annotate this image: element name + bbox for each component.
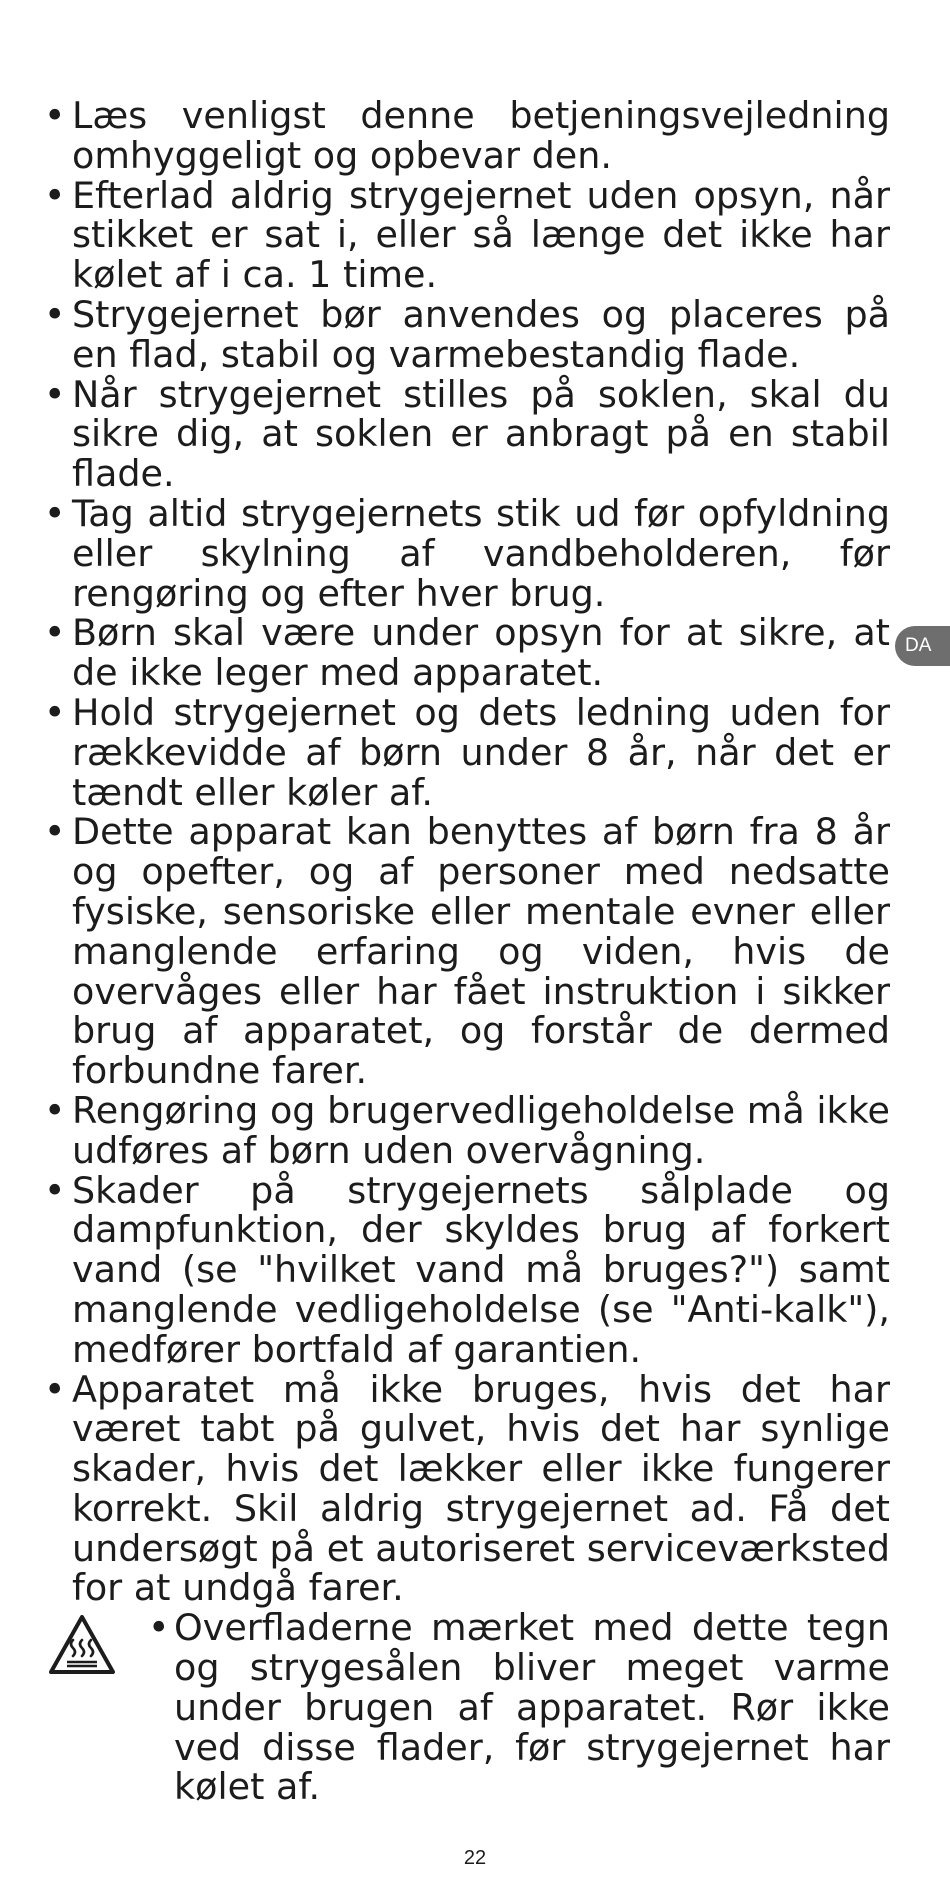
language-tab: DA bbox=[895, 626, 950, 666]
list-item-text: Strygejernet bør anvendes og placeres på en flad, stabil og varmebestandig flade. bbox=[72, 292, 890, 376]
list-item bbox=[44, 173, 890, 297]
list-item-text: Skader på strygejernets sålplade og dampfunktion, der skyldes brug af forkert vand (se "hvilket vand må bruges?") samt manglende vedligeholdelse (se "Anti-kalk"), medfører bortfald af garantien. bbox=[72, 1168, 890, 1371]
list-item-text: Efterlad aldrig strygejernet uden opsyn, når stikket er sat i, eller så længe det ikke har kølet af i ca. 1 time. bbox=[72, 173, 890, 297]
list-item bbox=[44, 491, 890, 615]
bullet-dot: • bbox=[44, 810, 66, 854]
bullet-dot: • bbox=[44, 690, 66, 734]
safety-instructions bbox=[44, 96, 890, 1807]
bullet-dot: • bbox=[148, 1606, 170, 1650]
bullet-dot: • bbox=[44, 173, 66, 217]
bullet-dot: • bbox=[44, 611, 66, 655]
hot-surface-warning bbox=[44, 1608, 890, 1807]
list-item bbox=[44, 613, 890, 693]
bullet-dot: • bbox=[44, 94, 66, 137]
warning-text: Overfladerne mærket med dette tegn og strygesålen bliver meget varme under brugen af apparatet. Rør ikke ved disse flader, før strygejernet har kølet af. bbox=[174, 1606, 890, 1809]
list-item-text: Læs venligst denne betjeningsvejledning omhyggeligt og opbevar den. bbox=[72, 94, 890, 177]
list-item-text: Børn skal være under opsyn for at sikre, at de ikke leger med apparatet. bbox=[72, 611, 890, 695]
bullet-dot: • bbox=[44, 1088, 66, 1132]
list-item bbox=[44, 1088, 890, 1172]
list-item-text: Rengøring og brugervedligeholdelse må ikke udføres af børn uden overvågning. bbox=[72, 1088, 890, 1172]
list-item bbox=[44, 1367, 890, 1610]
list-item-text: Hold strygejernet og dets ledning uden for rækkevidde af børn under 8 år, når det er tændt eller køler af. bbox=[72, 690, 890, 814]
list-item-text: Dette apparat kan benyttes af børn fra 8 år og opefter, og af personer med nedsatte fysiske, sensoriske eller mentale evner eller manglende erfaring og viden, hvis de overvåges eller har fået instruktion i sikker brug af apparatet, og forstår de dermed forbundne farer. bbox=[72, 810, 890, 1093]
list-item-text: Apparatet må ikke bruges, hvis det har været tabt på gulvet, hvis det har synlige skader, hvis det lækker eller ikke fungerer korrekt. Skil aldrig strygejernet ad. Få det undersøgt på et autoriseret serviceværksted for at undgå farer. bbox=[72, 1367, 890, 1610]
list-item-text: Når strygejernet stilles på soklen, skal du sikre dig, at soklen er anbragt på en stabil flade. bbox=[72, 372, 890, 496]
list-item bbox=[44, 690, 890, 814]
page-number: 22 bbox=[463, 1847, 487, 1869]
safety-bullet-list bbox=[44, 96, 890, 1608]
bullet-dot: • bbox=[44, 1168, 66, 1212]
list-item bbox=[44, 1168, 890, 1371]
warning-item bbox=[148, 1608, 890, 1807]
bullet-dot: • bbox=[44, 1367, 66, 1411]
list-item-text: Tag altid strygejernets stik ud før opfyldning eller skylning af vandbeholderen, før rengøring og efter hver brug. bbox=[72, 491, 890, 615]
list-item bbox=[44, 812, 890, 1091]
bullet-dot: • bbox=[44, 372, 66, 416]
bullet-dot: • bbox=[44, 491, 66, 535]
hot-surface-warning-icon bbox=[48, 1614, 116, 1676]
list-item bbox=[44, 372, 890, 496]
list-item bbox=[44, 96, 890, 176]
bullet-dot: • bbox=[44, 292, 66, 336]
list-item bbox=[44, 292, 890, 376]
